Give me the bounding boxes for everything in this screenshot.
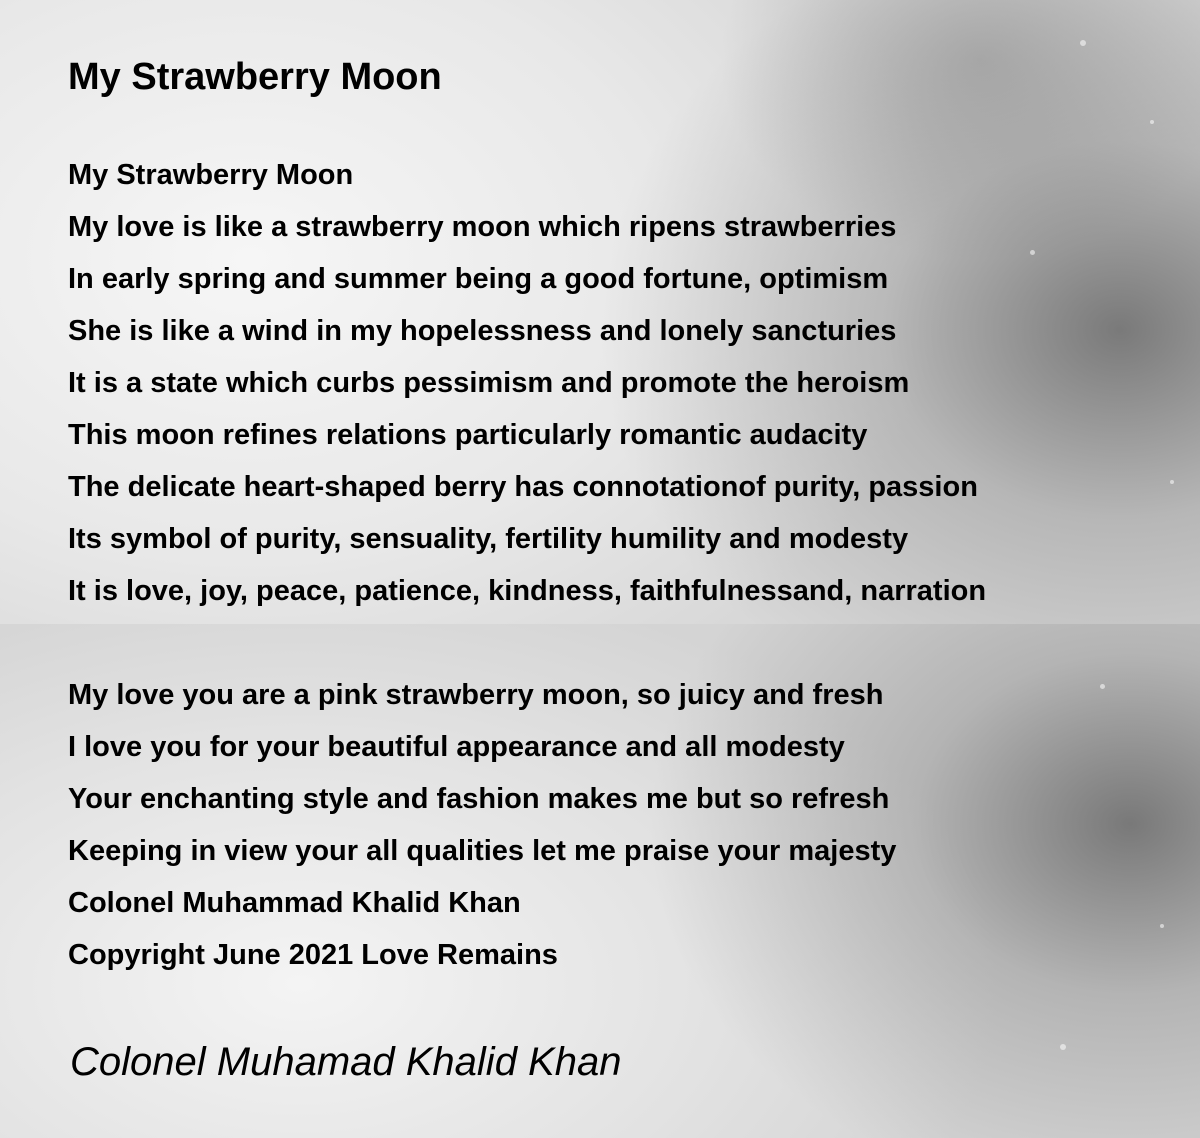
poem-line: Colonel Muhammad Khalid Khan bbox=[68, 887, 521, 919]
poem-line: My love is like a strawberry moon which ripens strawberries bbox=[68, 211, 897, 243]
poem-line: Its symbol of purity, sensuality, fertility humility and modesty bbox=[68, 523, 909, 555]
poem-line: She is like a wind in my hopelessness and lonely sancturies bbox=[68, 315, 897, 347]
bokeh-dot bbox=[1100, 684, 1105, 689]
bokeh-dot bbox=[1160, 924, 1164, 928]
poem-line: Keeping in view your all qualities let me praise your majesty bbox=[68, 835, 897, 867]
bokeh-dot bbox=[1060, 1044, 1066, 1050]
bokeh-dot bbox=[1030, 250, 1035, 255]
poem-line: Your enchanting style and fashion makes me but so refresh bbox=[68, 783, 890, 815]
poem-line: Copyright June 2021 Love Remains bbox=[68, 939, 558, 971]
bokeh-dot bbox=[1170, 480, 1174, 484]
poem-line: My Strawberry Moon bbox=[68, 159, 354, 191]
stanza-2 bbox=[68, 669, 896, 981]
stanza-1 bbox=[68, 149, 986, 617]
poem-line: It is love, joy, peace, patience, kindness, faithfulnessand, narration bbox=[68, 575, 987, 607]
poem-line: In early spring and summer being a good fortune, optimism bbox=[68, 263, 889, 295]
poem-line: The delicate heart-shaped berry has connotationof purity, passion bbox=[68, 471, 978, 503]
poem-line: It is a state which curbs pessimism and promote the heroism bbox=[68, 367, 910, 399]
poem-line: I love you for your beautiful appearance and all modesty bbox=[68, 731, 845, 763]
bokeh-dot bbox=[1080, 40, 1086, 46]
author-signature: Colonel Muhamad Khalid Khan bbox=[70, 1040, 622, 1084]
bokeh-dot bbox=[1150, 120, 1154, 124]
poem-line: This moon refines relations particularly romantic audacity bbox=[68, 419, 868, 451]
poem-title: My Strawberry Moon bbox=[68, 56, 442, 98]
poem-line: My love you are a pink strawberry moon, so juicy and fresh bbox=[68, 679, 884, 711]
